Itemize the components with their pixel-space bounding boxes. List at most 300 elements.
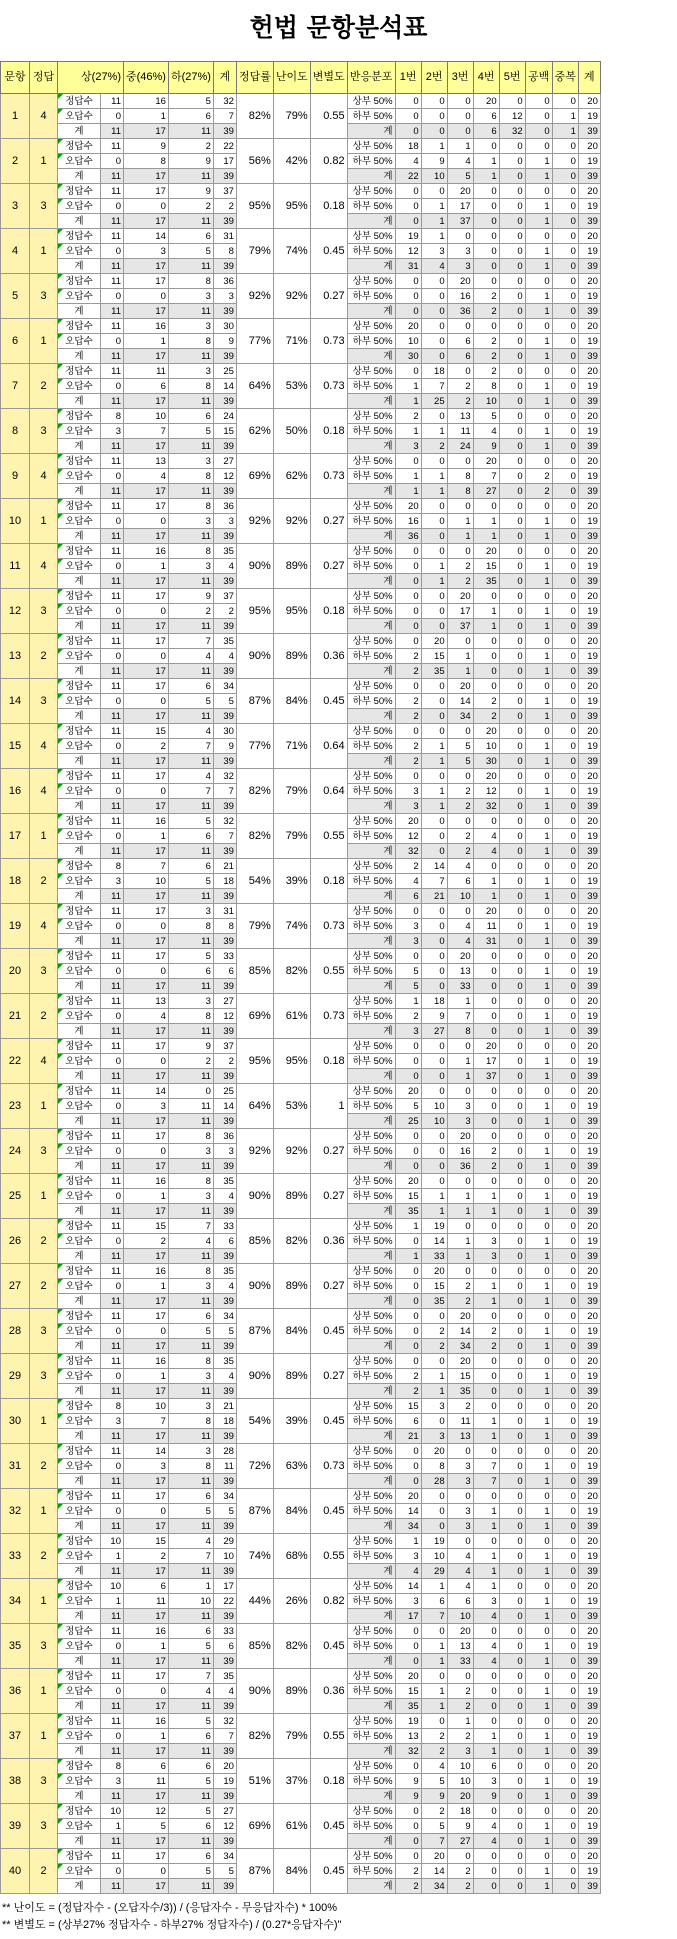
table-row: [1, 544, 601, 559]
answer-key: 3: [30, 1309, 58, 1354]
group-count: 4: [124, 1009, 169, 1024]
dist-count: 1: [525, 1279, 552, 1294]
group-count: 14: [124, 1084, 169, 1099]
dist-count: 0: [447, 1849, 473, 1864]
group-count: 25: [213, 1084, 236, 1099]
dist-count: 0: [525, 454, 552, 469]
dist-count: 1: [421, 1699, 447, 1714]
dist-count: 39: [578, 889, 600, 904]
dist-count: 19: [578, 829, 600, 844]
difficulty: 95%: [273, 589, 310, 634]
dist-count: 3: [421, 1399, 447, 1414]
group-count: 11: [101, 814, 124, 829]
group-count: 15: [213, 424, 236, 439]
dist-count: 1: [421, 799, 447, 814]
dist-count: 0: [395, 1354, 421, 1369]
dist-count: 0: [395, 289, 421, 304]
difficulty: 89%: [273, 1669, 310, 1714]
dist-count: 1: [473, 874, 499, 889]
discrimination: 0.45: [310, 1489, 347, 1534]
table-row: [1, 1264, 601, 1279]
discrimination: 0.55: [310, 1714, 347, 1759]
correct-rate: 82%: [236, 814, 273, 859]
dist-count: 1: [473, 1744, 499, 1759]
group-count: 17: [213, 154, 236, 169]
dist-count: 3: [395, 784, 421, 799]
dist-count: 1: [421, 199, 447, 214]
dist-count: 19: [578, 154, 600, 169]
group-count: 17: [124, 1519, 169, 1534]
dist-count: 1: [525, 1639, 552, 1654]
dist-count: 2: [447, 379, 473, 394]
discrimination: 0.18: [310, 859, 347, 904]
group-count: 17: [124, 484, 169, 499]
group-count: 11: [168, 529, 213, 544]
dist-label: 계: [347, 664, 395, 679]
dist-count: 0: [473, 814, 499, 829]
dist-count: 5: [447, 169, 473, 184]
row-label: 계: [58, 484, 101, 499]
dist-count: 0: [552, 1384, 578, 1399]
dist-count: 1: [525, 604, 552, 619]
group-count: 17: [124, 1309, 169, 1324]
dist-count: 0: [499, 1684, 525, 1699]
discrimination: 0.73: [310, 1444, 347, 1489]
dist-count: 0: [395, 214, 421, 229]
row-label: 정답수: [58, 1174, 101, 1189]
dist-count: 0: [499, 1789, 525, 1804]
group-count: 11: [101, 1204, 124, 1219]
dist-count: 0: [525, 1129, 552, 1144]
dist-count: 18: [421, 364, 447, 379]
dist-count: 2: [421, 1324, 447, 1339]
dist-count: 0: [421, 1039, 447, 1054]
dist-count: 0: [499, 1279, 525, 1294]
dist-count: 0: [525, 319, 552, 334]
dist-count: 4: [447, 934, 473, 949]
group-count: 8: [168, 1009, 213, 1024]
dist-count: 0: [552, 169, 578, 184]
dist-count: 0: [473, 1114, 499, 1129]
dist-count: 0: [552, 1489, 578, 1504]
correct-rate: 77%: [236, 724, 273, 769]
group-count: 27: [213, 454, 236, 469]
dist-count: 0: [552, 1414, 578, 1429]
dist-count: 1: [447, 1234, 473, 1249]
group-count: 0: [101, 649, 124, 664]
dist-count: 20: [578, 319, 600, 334]
dist-label: 계: [347, 1114, 395, 1129]
row-label: 정답수: [58, 1444, 101, 1459]
dist-count: 2: [395, 709, 421, 724]
row-label: 계: [58, 1114, 101, 1129]
dist-count: 0: [525, 544, 552, 559]
dist-count: 11: [447, 1414, 473, 1429]
group-count: 0: [101, 1099, 124, 1114]
difficulty: 39%: [273, 1399, 310, 1444]
dist-label: 계: [347, 979, 395, 994]
row-label: 계: [58, 1744, 101, 1759]
difficulty: 71%: [273, 724, 310, 769]
group-count: 17: [124, 1069, 169, 1084]
row-label: 정답수: [58, 274, 101, 289]
group-count: 3: [101, 1414, 124, 1429]
dist-count: 9: [473, 439, 499, 454]
row-label: 오답수: [58, 1414, 101, 1429]
dist-count: 1: [525, 169, 552, 184]
dist-label: 하부 50%: [347, 1639, 395, 1654]
dist-count: 19: [578, 874, 600, 889]
dist-count: 0: [499, 1144, 525, 1159]
dist-count: 0: [552, 1219, 578, 1234]
header-duplicate: 중복: [552, 62, 578, 94]
dist-count: 0: [473, 994, 499, 1009]
dist-label: 계: [347, 1249, 395, 1264]
row-label: 정답수: [58, 589, 101, 604]
dist-count: 20: [578, 589, 600, 604]
dist-count: 1: [525, 1414, 552, 1429]
dist-count: 19: [578, 1234, 600, 1249]
dist-count: 0: [499, 1129, 525, 1144]
group-count: 7: [213, 829, 236, 844]
table-row: [1, 1624, 601, 1639]
dist-count: 0: [421, 1504, 447, 1519]
dist-count: 3: [447, 1099, 473, 1114]
header-middle: 중(46%): [124, 62, 169, 94]
difficulty: 92%: [273, 274, 310, 319]
dist-count: 2: [447, 1399, 473, 1414]
dist-count: 0: [552, 364, 578, 379]
group-count: 0: [101, 694, 124, 709]
dist-count: 0: [473, 1129, 499, 1144]
table-row: [1, 1759, 601, 1774]
dist-count: 6: [473, 124, 499, 139]
dist-label: 하부 50%: [347, 1459, 395, 1474]
dist-count: 0: [473, 1669, 499, 1684]
dist-count: 0: [499, 1594, 525, 1609]
difficulty: 61%: [273, 994, 310, 1039]
correct-rate: 82%: [236, 769, 273, 814]
group-count: 10: [168, 1594, 213, 1609]
dist-count: 0: [395, 1234, 421, 1249]
row-label: 계: [58, 934, 101, 949]
dist-count: 0: [499, 634, 525, 649]
group-count: 3: [213, 514, 236, 529]
dist-count: 2: [473, 289, 499, 304]
dist-count: 20: [473, 94, 499, 109]
difficulty: 68%: [273, 1534, 310, 1579]
group-count: 17: [124, 1489, 169, 1504]
dist-count: 39: [578, 934, 600, 949]
row-label: 정답수: [58, 364, 101, 379]
difficulty: 53%: [273, 1084, 310, 1129]
dist-count: 20: [578, 724, 600, 739]
dist-count: 0: [525, 1399, 552, 1414]
group-count: 0: [124, 1054, 169, 1069]
discrimination: 0.73: [310, 319, 347, 364]
group-count: 39: [213, 1519, 236, 1534]
dist-count: 0: [499, 409, 525, 424]
group-count: 35: [213, 1669, 236, 1684]
dist-count: 0: [552, 1249, 578, 1264]
group-count: 5: [213, 1504, 236, 1519]
dist-count: 2: [525, 469, 552, 484]
dist-count: 1: [525, 214, 552, 229]
dist-count: 0: [552, 619, 578, 634]
row-label: 계: [58, 1339, 101, 1354]
table-row: [1, 229, 601, 244]
dist-count: 1: [525, 1504, 552, 1519]
dist-count: 0: [421, 1144, 447, 1159]
dist-count: 0: [525, 1174, 552, 1189]
dist-count: 39: [578, 574, 600, 589]
dist-count: 7: [421, 1609, 447, 1624]
group-count: 8: [168, 334, 213, 349]
dist-count: 9: [421, 154, 447, 169]
group-count: 11: [168, 1519, 213, 1534]
question-number: 14: [1, 679, 30, 724]
correct-rate: 54%: [236, 1399, 273, 1444]
question-number: 33: [1, 1534, 30, 1579]
question-number: 30: [1, 1399, 30, 1444]
page-title: 헌법 문항분석표: [249, 13, 428, 42]
row-label: 오답수: [58, 784, 101, 799]
discrimination: 0.27: [310, 1264, 347, 1309]
group-count: 0: [101, 559, 124, 574]
dist-count: 32: [395, 1744, 421, 1759]
question-number: 20: [1, 949, 30, 994]
group-count: 11: [168, 439, 213, 454]
group-count: 17: [124, 304, 169, 319]
dist-count: 0: [473, 1009, 499, 1024]
dist-count: 20: [578, 1219, 600, 1234]
group-count: 3: [101, 1774, 124, 1789]
group-count: 22: [213, 139, 236, 154]
group-count: 2: [124, 739, 169, 754]
group-count: 17: [124, 1429, 169, 1444]
difficulty: 92%: [273, 499, 310, 544]
dist-count: 0: [473, 964, 499, 979]
table-row: [1, 1534, 601, 1549]
group-count: 0: [101, 1054, 124, 1069]
dist-count: 1: [395, 394, 421, 409]
dist-count: 0: [447, 229, 473, 244]
row-label: 오답수: [58, 829, 101, 844]
group-count: 34: [213, 679, 236, 694]
group-count: 25: [213, 364, 236, 379]
dist-count: 1: [473, 619, 499, 634]
group-count: 11: [101, 1354, 124, 1369]
dist-label: 상부 50%: [347, 634, 395, 649]
dist-count: 39: [578, 1204, 600, 1219]
row-label: 정답수: [58, 319, 101, 334]
group-count: 8: [168, 1354, 213, 1369]
question-number: 37: [1, 1714, 30, 1759]
discrimination: 0.64: [310, 769, 347, 814]
correct-rate: 62%: [236, 409, 273, 454]
group-count: 1: [124, 1729, 169, 1744]
dist-count: 39: [578, 124, 600, 139]
dist-label: 계: [347, 1474, 395, 1489]
dist-count: 19: [395, 229, 421, 244]
dist-count: 1: [447, 1204, 473, 1219]
question-number: 10: [1, 499, 30, 544]
group-count: 16: [124, 319, 169, 334]
answer-key: 1: [30, 319, 58, 364]
dist-count: 25: [395, 1114, 421, 1129]
difficulty: 84%: [273, 1489, 310, 1534]
dist-count: 10: [473, 739, 499, 754]
group-count: 4: [213, 559, 236, 574]
correct-rate: 64%: [236, 1084, 273, 1129]
row-label: 계: [58, 754, 101, 769]
group-count: 2: [213, 604, 236, 619]
dist-count: 1: [525, 1729, 552, 1744]
group-count: 8: [213, 919, 236, 934]
dist-count: 1: [525, 1384, 552, 1399]
group-count: 3: [168, 1189, 213, 1204]
group-count: 11: [168, 124, 213, 139]
dist-count: 0: [552, 1399, 578, 1414]
dist-count: 5: [395, 979, 421, 994]
header-opt4: 4번: [473, 62, 499, 94]
group-count: 9: [124, 139, 169, 154]
correct-rate: 82%: [236, 1714, 273, 1759]
dist-count: 2: [447, 1699, 473, 1714]
row-label: 오답수: [58, 1729, 101, 1744]
dist-count: 0: [499, 994, 525, 1009]
group-count: 17: [124, 1669, 169, 1684]
group-count: 17: [124, 679, 169, 694]
dist-count: 39: [578, 619, 600, 634]
group-count: 11: [101, 709, 124, 724]
group-count: 17: [124, 1699, 169, 1714]
group-count: 39: [213, 754, 236, 769]
dist-count: 14: [421, 859, 447, 874]
answer-key: 2: [30, 859, 58, 904]
dist-count: 1: [525, 844, 552, 859]
difficulty: 50%: [273, 409, 310, 454]
dist-count: 0: [395, 1654, 421, 1669]
correct-rate: 92%: [236, 499, 273, 544]
group-count: 11: [101, 1879, 124, 1894]
row-label: 정답수: [58, 1219, 101, 1234]
dist-count: 1: [525, 424, 552, 439]
dist-count: 1: [421, 1204, 447, 1219]
dist-count: 0: [499, 814, 525, 829]
group-count: 6: [213, 1639, 236, 1654]
dist-count: 25: [421, 394, 447, 409]
header-opt2: 2번: [421, 62, 447, 94]
dist-label: 하부 50%: [347, 289, 395, 304]
dist-count: 0: [552, 529, 578, 544]
dist-count: 0: [421, 919, 447, 934]
dist-count: 0: [473, 1084, 499, 1099]
dist-count: 4: [473, 844, 499, 859]
dist-count: 34: [447, 709, 473, 724]
dist-count: 3: [473, 1249, 499, 1264]
group-count: 1: [101, 1549, 124, 1564]
dist-count: 1: [421, 139, 447, 154]
row-label: 오답수: [58, 334, 101, 349]
row-label: 오답수: [58, 1774, 101, 1789]
dist-label: 계: [347, 709, 395, 724]
dist-count: 0: [525, 409, 552, 424]
group-count: 24: [213, 409, 236, 424]
dist-count: 0: [499, 139, 525, 154]
dist-label: 상부 50%: [347, 589, 395, 604]
group-count: 0: [124, 919, 169, 934]
dist-count: 20: [395, 1669, 421, 1684]
dist-count: 9: [421, 1789, 447, 1804]
dist-label: 상부 50%: [347, 1714, 395, 1729]
group-count: 0: [101, 1729, 124, 1744]
dist-count: 0: [499, 1459, 525, 1474]
dist-count: 0: [447, 724, 473, 739]
dist-label: 계: [347, 1159, 395, 1174]
table-row: [1, 679, 601, 694]
group-count: 11: [101, 439, 124, 454]
row-label: 오답수: [58, 1234, 101, 1249]
difficulty: 62%: [273, 454, 310, 499]
dist-count: 27: [421, 1024, 447, 1039]
group-count: 29: [213, 1534, 236, 1549]
row-label: 오답수: [58, 1684, 101, 1699]
group-count: 1: [168, 1579, 213, 1594]
dist-label: 계: [347, 934, 395, 949]
correct-rate: 95%: [236, 589, 273, 634]
dist-count: 21: [421, 889, 447, 904]
dist-count: 0: [447, 94, 473, 109]
discrimination: 0.27: [310, 1354, 347, 1399]
group-count: 0: [124, 1684, 169, 1699]
group-count: 0: [101, 379, 124, 394]
dist-count: 0: [447, 1264, 473, 1279]
dist-label: 하부 50%: [347, 1684, 395, 1699]
group-count: 11: [124, 1774, 169, 1789]
group-count: 4: [168, 769, 213, 784]
discrimination: 0.73: [310, 994, 347, 1039]
dist-label: 하부 50%: [347, 784, 395, 799]
dist-count: 20: [578, 1354, 600, 1369]
group-count: 11: [101, 934, 124, 949]
dist-count: 1: [525, 619, 552, 634]
group-count: 11: [168, 259, 213, 274]
group-count: 7: [213, 1729, 236, 1744]
dist-count: 1: [525, 574, 552, 589]
row-label: 오답수: [58, 739, 101, 754]
dist-count: 0: [421, 499, 447, 514]
dist-count: 0: [395, 1339, 421, 1354]
group-count: 8: [101, 1759, 124, 1774]
discrimination: 0.27: [310, 1174, 347, 1219]
dist-count: 10: [421, 1549, 447, 1564]
header-opt5: 5번: [499, 62, 525, 94]
dist-count: 0: [552, 1324, 578, 1339]
dist-count: 9: [395, 1789, 421, 1804]
dist-count: 4: [395, 154, 421, 169]
dist-count: 1: [525, 259, 552, 274]
dist-label: 계: [347, 1384, 395, 1399]
dist-count: 0: [421, 679, 447, 694]
dist-count: 1: [525, 1774, 552, 1789]
dist-count: 1: [525, 1234, 552, 1249]
dist-count: 0: [552, 1069, 578, 1084]
dist-count: 0: [552, 1504, 578, 1519]
discrimination: 0.36: [310, 1669, 347, 1714]
group-count: 11: [101, 259, 124, 274]
discrimination: 0.45: [310, 1309, 347, 1354]
